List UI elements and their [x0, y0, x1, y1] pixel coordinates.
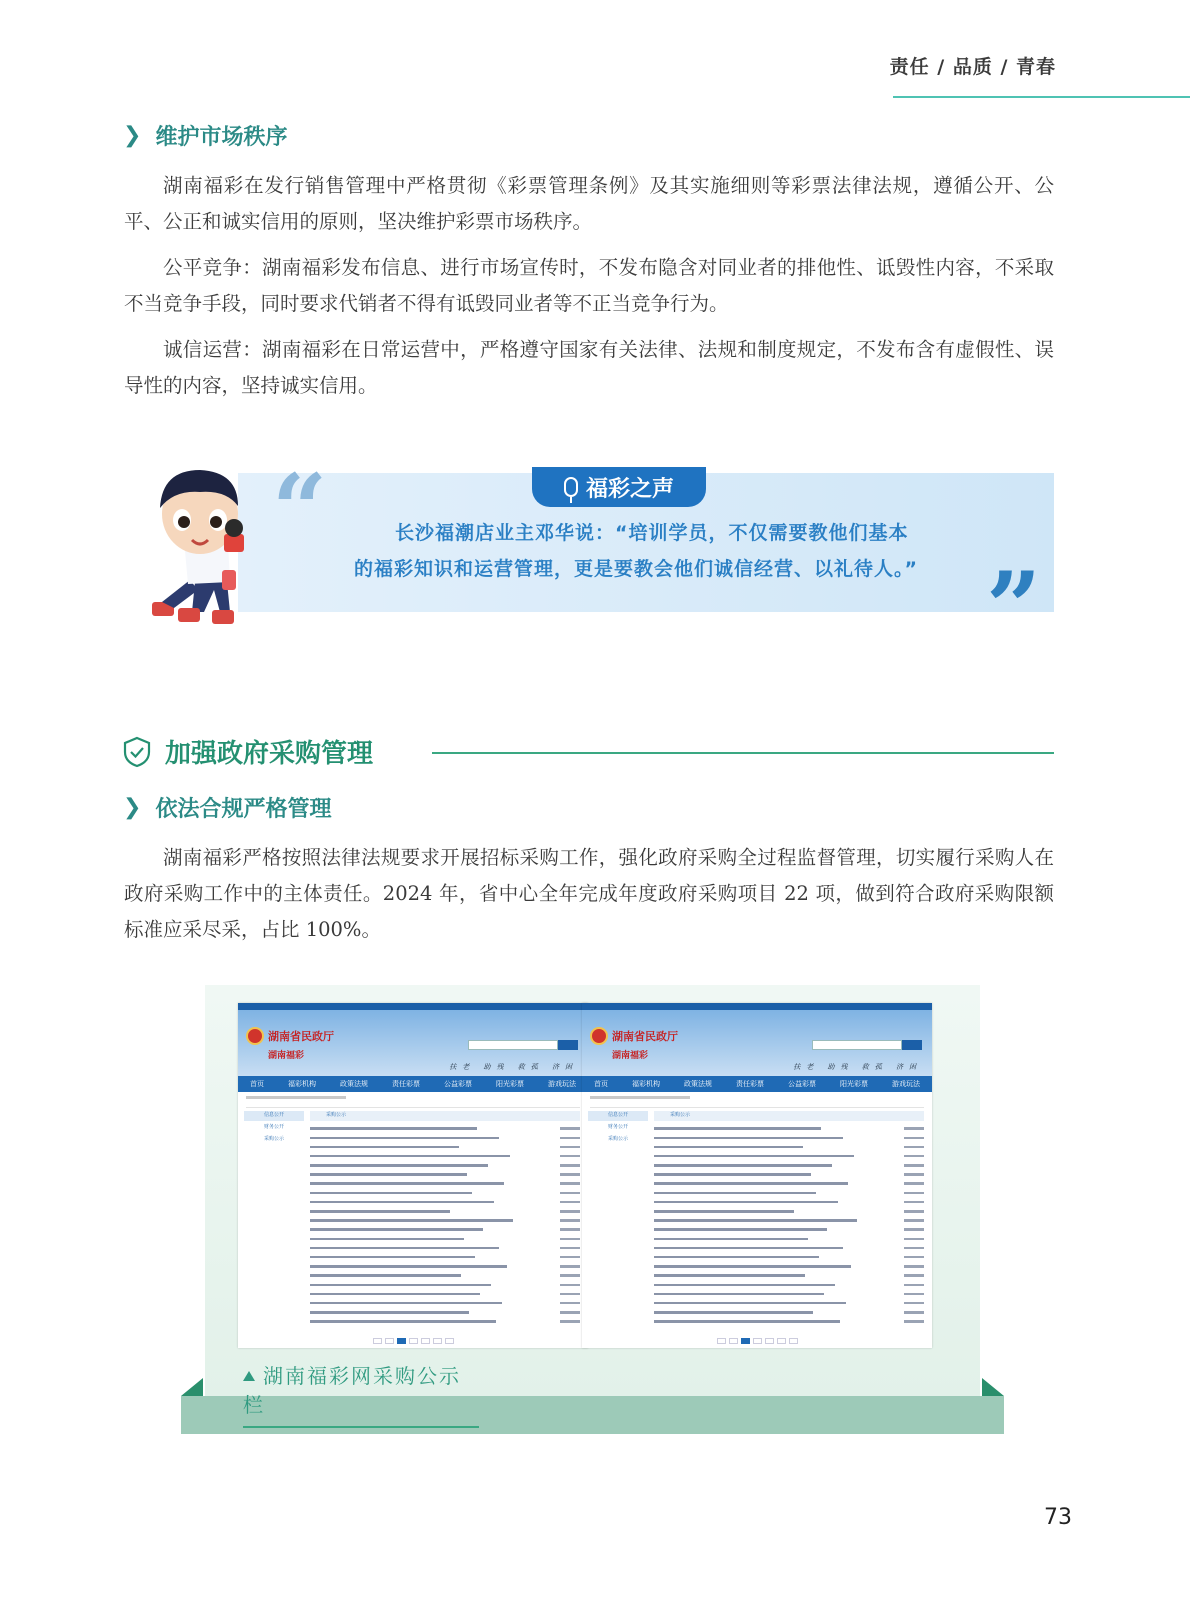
notice-row	[654, 1280, 924, 1289]
nav-item: 游戏玩法	[548, 1080, 576, 1088]
photo-caption	[243, 1360, 479, 1428]
pagination	[238, 1338, 588, 1344]
search-input	[812, 1040, 902, 1050]
notice-row	[654, 1142, 924, 1151]
voice-badge-label: 福彩之声	[585, 476, 674, 502]
section-title	[123, 733, 373, 770]
subheading-text: 依法合规严格管理	[155, 797, 332, 822]
section-rule	[432, 752, 1054, 754]
notice-row	[310, 1198, 580, 1207]
notice-row	[310, 1271, 580, 1280]
search-button	[558, 1040, 578, 1050]
brand-logo: 湖南福彩	[612, 1051, 649, 1061]
notice-row	[310, 1243, 580, 1252]
frame-corner	[181, 1378, 203, 1396]
notice-row	[310, 1262, 580, 1271]
notice-list	[310, 1111, 580, 1326]
mascot-illustration	[138, 462, 258, 642]
caption-text: 湖南福彩网采购公示栏	[243, 1364, 461, 1417]
nav-bar	[238, 1076, 588, 1092]
notice-row	[310, 1234, 580, 1243]
paragraph: 诚信运营：湖南福彩在日常运营中，严格遵守国家有关法律、法规和制度规定，不发布含有虚假性、误导性的内容，坚持诚实信用。	[124, 338, 1054, 397]
national-emblem-icon	[590, 1027, 608, 1045]
subheading-market-order	[123, 120, 287, 151]
page-number: 73	[1044, 1505, 1072, 1530]
nav-item: 公益彩票	[788, 1080, 816, 1088]
org-name: 湖南省民政厅	[268, 1030, 334, 1043]
nav-item: 游戏玩法	[892, 1080, 920, 1088]
notice-row	[654, 1262, 924, 1271]
org-name: 湖南省民政厅	[612, 1030, 678, 1043]
notice-row	[654, 1225, 924, 1234]
notice-row	[310, 1161, 580, 1170]
brand-logo: 湖南福彩	[268, 1051, 305, 1061]
nav-item: 政策法规	[340, 1080, 368, 1088]
quote-text: 长沙福潮店业主邓华说：“培训学员，不仅需要教他们基本	[395, 522, 909, 544]
side-item: 财务公开	[608, 1124, 629, 1130]
paragraph: 公平竞争：湖南福彩发布信息、进行市场宣传时，不发布隐含对同业者的排他性、诋毁性内容，不采取不当竞争手段，同时要求代销者不得有诋毁同业者等不正当竞争行为。	[124, 256, 1054, 315]
national-emblem-icon	[246, 1027, 264, 1045]
search-input	[468, 1040, 558, 1050]
notice-row	[310, 1142, 580, 1151]
notice-row	[310, 1216, 580, 1225]
side-item: 信息公开	[588, 1111, 648, 1121]
close-quote-icon: ”	[986, 551, 1042, 664]
slogan: 扶老 助残 救孤 济困	[449, 1063, 578, 1071]
notice-row	[654, 1308, 924, 1317]
notice-row	[654, 1216, 924, 1225]
website-screenshot	[582, 1003, 932, 1348]
nav-item: 福彩机构	[632, 1080, 660, 1088]
nav-item: 首页	[594, 1080, 608, 1088]
nav-item: 责任彩票	[736, 1080, 764, 1088]
notice-row	[654, 1289, 924, 1298]
nav-item: 阳光彩票	[496, 1080, 524, 1088]
notice-row	[654, 1198, 924, 1207]
notice-row	[654, 1234, 924, 1243]
frame-corner	[982, 1378, 1004, 1396]
side-item: 采购公示	[608, 1136, 629, 1142]
notice-row	[654, 1124, 924, 1133]
side-menu	[588, 1111, 648, 1147]
section-title-text: 加强政府采购管理	[165, 739, 374, 769]
voice-badge	[532, 467, 706, 507]
notice-list	[654, 1111, 924, 1326]
nav-item: 福彩机构	[288, 1080, 316, 1088]
search-button	[902, 1040, 922, 1050]
nav-item: 阳光彩票	[840, 1080, 868, 1088]
side-item: 信息公开	[244, 1111, 304, 1121]
notice-row	[654, 1271, 924, 1280]
notice-row	[654, 1179, 924, 1188]
nav-item: 首页	[250, 1080, 264, 1088]
notice-row	[310, 1152, 580, 1161]
nav-item: 政策法规	[684, 1080, 712, 1088]
microphone-icon	[564, 477, 578, 497]
chevron-right-icon: ❯	[123, 795, 142, 820]
nav-item: 责任彩票	[392, 1080, 420, 1088]
side-item: 采购公示	[264, 1136, 285, 1142]
notice-row	[654, 1253, 924, 1262]
notice-row	[654, 1133, 924, 1142]
notice-row	[310, 1253, 580, 1262]
notice-row	[310, 1133, 580, 1142]
side-menu	[244, 1111, 304, 1147]
notice-row	[310, 1170, 580, 1179]
list-tab: 采购公示	[310, 1111, 580, 1121]
subheading-text: 维护市场秩序	[155, 125, 288, 150]
shield-check-icon	[123, 736, 151, 768]
paragraph: 湖南福彩严格按照法律法规要求开展招标采购工作，强化政府采购全过程监督管理，切实履行采购人在政府采购工作中的主体责任。2024 年，省中心全年完成年度政府采购项目 22 项，做到符合政府采购限额标准应采尽采，占比 100%。	[124, 846, 1054, 941]
notice-row	[310, 1124, 580, 1133]
chevron-right-icon: ❯	[123, 123, 142, 148]
paragraph: 湖南福彩在发行销售管理中严格贯彻《彩票管理条例》及其实施细则等彩票法律法规，遵循公开、公平、公正和诚实信用的原则，坚决维护彩票市场秩序。	[124, 174, 1054, 233]
notice-row	[654, 1317, 924, 1326]
notice-row	[310, 1317, 580, 1326]
notice-row	[310, 1289, 580, 1298]
notice-row	[310, 1207, 580, 1216]
side-item: 财务公开	[264, 1124, 285, 1130]
notice-row	[310, 1280, 580, 1289]
notice-row	[654, 1299, 924, 1308]
notice-row	[310, 1188, 580, 1197]
header-rule	[893, 96, 1190, 98]
notice-row	[654, 1188, 924, 1197]
slogan: 扶老 助残 救孤 济困	[793, 1063, 922, 1071]
nav-bar	[582, 1076, 932, 1092]
notice-row	[310, 1299, 580, 1308]
notice-row	[310, 1179, 580, 1188]
pagination	[582, 1338, 932, 1344]
notice-row	[310, 1225, 580, 1234]
subheading-compliance	[123, 792, 331, 823]
notice-row	[654, 1207, 924, 1216]
open-quote-icon: “	[272, 453, 328, 566]
notice-row	[654, 1161, 924, 1170]
notice-row	[654, 1170, 924, 1179]
notice-row	[310, 1308, 580, 1317]
notice-row	[654, 1243, 924, 1252]
header-tagline: 责任 / 品质 / 青春	[889, 56, 1056, 78]
list-tab: 采购公示	[654, 1111, 924, 1121]
notice-row	[654, 1152, 924, 1161]
website-screenshot	[238, 1003, 588, 1348]
quote-text: 的福彩知识和运营管理，更是要教会他们诚信经营、以礼待人。”	[354, 558, 918, 580]
nav-item: 公益彩票	[444, 1080, 472, 1088]
triangle-up-icon	[243, 1371, 255, 1381]
